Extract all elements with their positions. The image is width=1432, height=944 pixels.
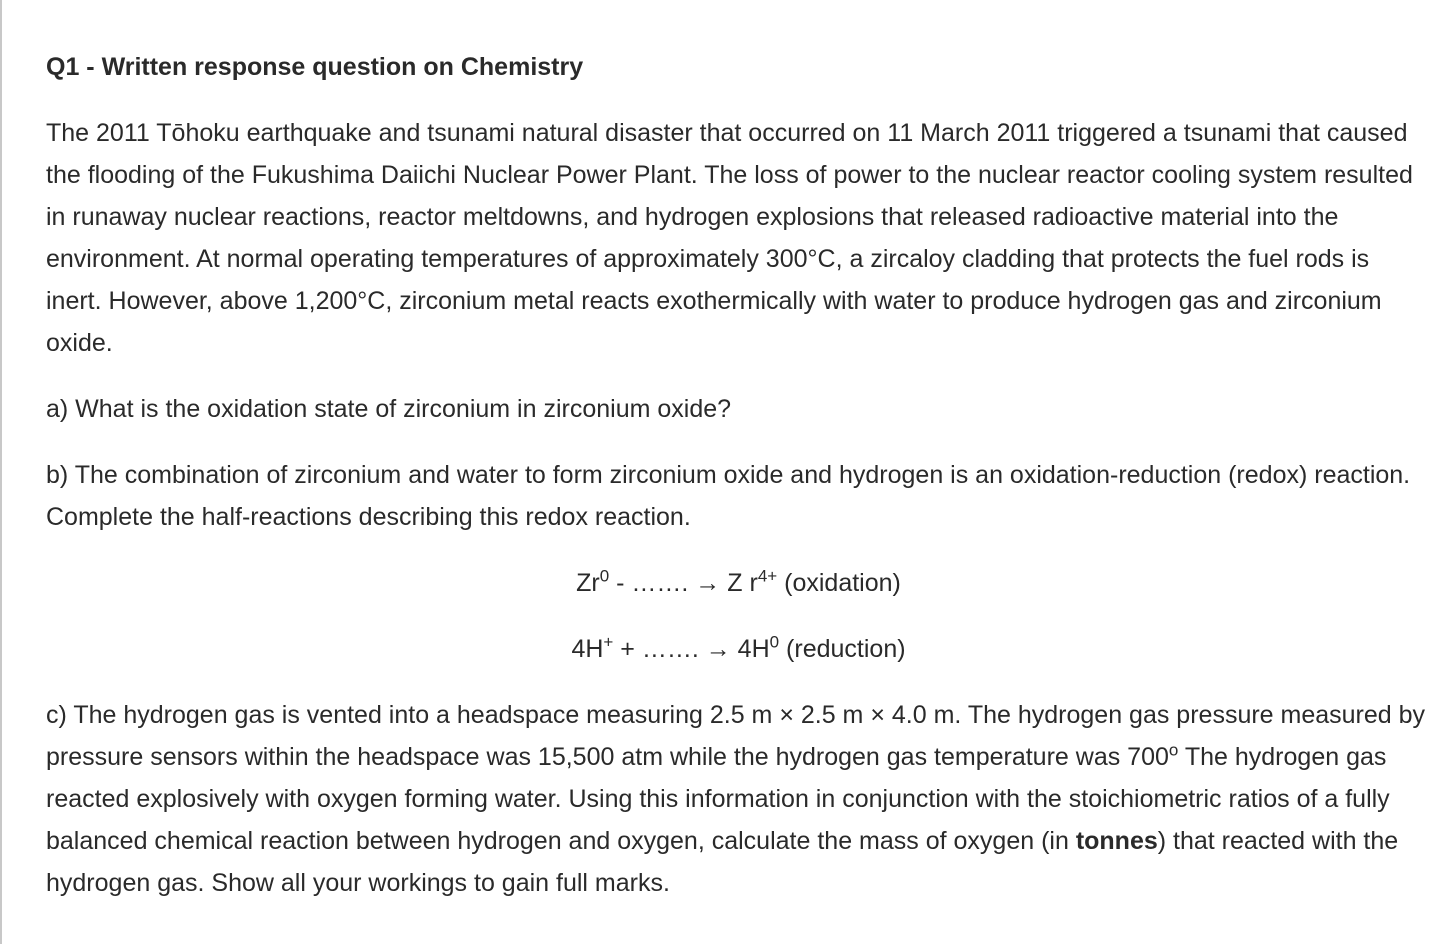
oxidation-lhs-charge: 0 (599, 566, 610, 586)
oxidation-half-reaction (46, 562, 1431, 604)
part-c-text-3: ) that reacted with the hydrogen gas. Show all your workings to gain full marks. (46, 827, 1399, 897)
oxidation-middle: - ……. → Z r (609, 569, 758, 597)
question-part-a: a) What is the oxidation state of zirconium in zirconium oxide? (46, 395, 732, 423)
reduction-half-reaction (46, 628, 1431, 670)
reduction-rhs-charge: 0 (769, 632, 780, 652)
question-content (46, 46, 1431, 928)
reduction-label: (reduction) (779, 635, 906, 663)
part-c-bold-unit: tonnes (1075, 827, 1158, 855)
reduction-middle: + ……. → 4H (613, 635, 770, 663)
question-part-b: b) The combination of zirconium and water to form zirconium oxide and hydrogen is an oxidation-reduction (redox) reaction. Complete the half-reactions describing this redox reaction. (46, 461, 1411, 531)
question-title: Q1 - Written response question on Chemistry (46, 53, 584, 81)
oxidation-rhs-charge: 4+ (757, 566, 778, 586)
part-c-degree-sup: o (1168, 740, 1179, 760)
question-intro: The 2011 Tōhoku earthquake and tsunami natural disaster that occurred on 11 March 2011 triggered a tsunami that caused the flooding of the Fukushima Daiichi Nuclear Power Plant. The loss of power to the nuclear reactor cooling system resulted in runaway nuclear reactions, reactor meltdowns, and hydrogen explosions that released radioactive material into the environment. At normal operating temperatures of approximately 300°C, a zircaloy cladding that protects the fuel rods is inert. However, above 1,200°C, zirconium metal reacts exothermically with water to produce hydrogen gas and zirconium oxide. (46, 119, 1413, 357)
question-part-c (46, 694, 1431, 904)
part-c-text-1: c) The hydrogen gas is vented into a headspace measuring 2.5 m × 2.5 m × 4.0 m. The hydrogen gas pressure measured by pressure sensors within the headspace was 15,500 atm while the hydrogen gas temperature was 700 (46, 701, 1426, 771)
reduction-lhs: 4H (571, 635, 604, 663)
part-c-text-2: The hydrogen gas reacted explosively with oxygen forming water. Using this information in conjunction with the stoichiometric ratios of a fully balanced chemical reaction between hydrogen and oxygen, calculate the mass of oxygen (in (46, 743, 1390, 855)
reduction-lhs-charge: + (603, 632, 614, 652)
oxidation-lhs: Zr (576, 569, 600, 597)
oxidation-label: (oxidation) (777, 569, 901, 597)
